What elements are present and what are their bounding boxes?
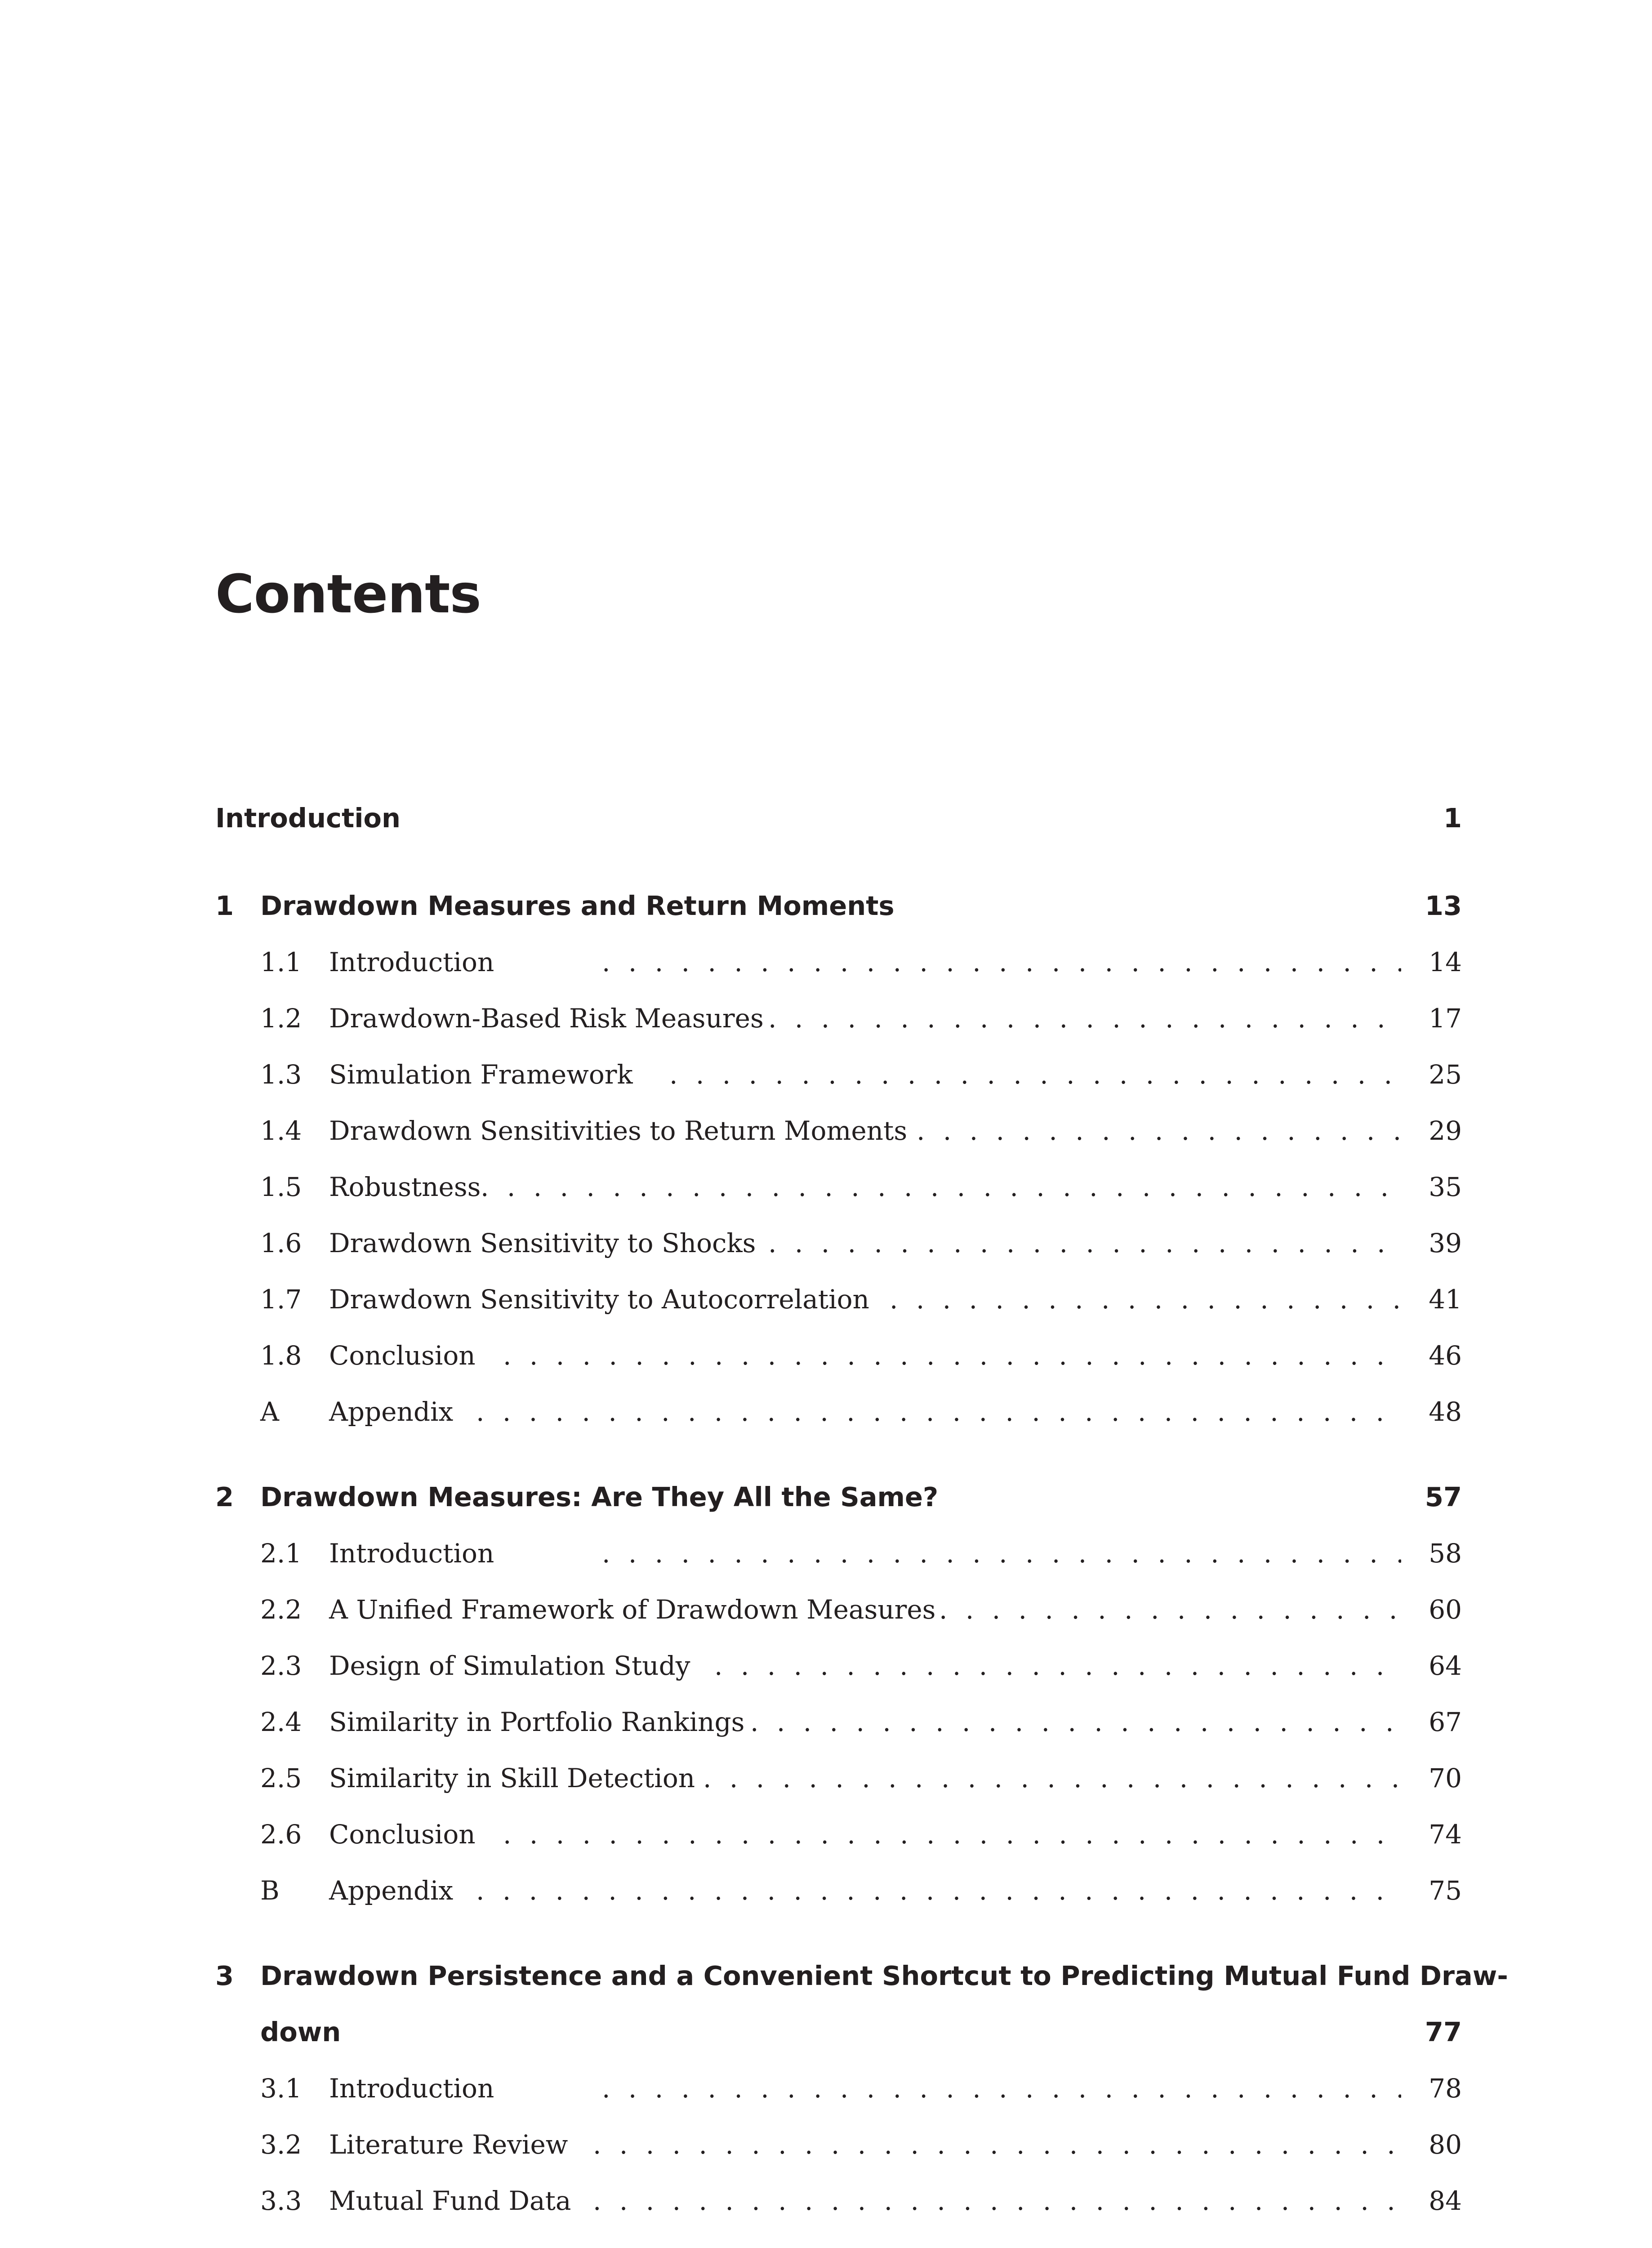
dot-leader	[669, 1057, 1401, 1093]
section-title: Drawdown-Based Risk Measures	[329, 1003, 764, 1034]
section-page: 39	[1429, 1228, 1462, 1258]
section-number: 2.3	[260, 1650, 302, 1681]
toc-chapter-1[interactable]	[215, 888, 1462, 924]
dot-leader	[602, 944, 1401, 980]
dot-leader	[602, 2070, 1401, 2106]
toc-section-2-appendix[interactable]	[215, 1873, 1462, 1909]
section-title: Introduction	[329, 2073, 494, 2104]
section-page: 58	[1429, 1538, 1462, 1569]
section-number: 2.2	[260, 1594, 302, 1625]
dot-leader	[768, 1000, 1401, 1036]
chapter-page: 13	[1425, 890, 1462, 921]
section-page: 64	[1429, 1650, 1462, 1681]
dot-leader	[476, 1394, 1401, 1430]
dot-leader	[890, 1281, 1401, 1317]
toc-entry-introduction[interactable]	[215, 800, 1462, 836]
toc-section-2-6[interactable]	[215, 1816, 1462, 1852]
section-title: Robustness	[329, 1172, 481, 1202]
section-title: Similarity in Portfolio Rankings	[329, 1707, 745, 1737]
chapter-number: 3	[215, 1960, 234, 1991]
section-title: Literature Review	[329, 2129, 568, 2160]
section-title: Introduction	[329, 947, 494, 977]
toc-entry-page: 1	[1443, 803, 1462, 834]
dot-leader	[481, 1169, 1401, 1205]
section-number: 1.5	[260, 1172, 302, 1202]
chapter-number: 2	[215, 1481, 234, 1512]
section-page: 48	[1429, 1396, 1462, 1427]
toc-section-2-3[interactable]	[215, 1648, 1462, 1684]
section-number: 2.6	[260, 1819, 302, 1850]
toc-section-3-1[interactable]	[215, 2070, 1462, 2106]
section-number: 2.1	[260, 1538, 302, 1569]
dot-leader	[503, 1338, 1401, 1374]
dot-leader	[714, 1648, 1401, 1684]
toc-section-2-2[interactable]	[215, 1592, 1462, 1628]
dot-leader	[703, 1760, 1401, 1796]
dot-leader	[750, 1704, 1401, 1740]
section-number: 1.1	[260, 947, 302, 977]
chapter-title-line2: down	[260, 2016, 341, 2047]
section-page: 78	[1429, 2073, 1462, 2104]
chapter-title-line1: Drawdown Persistence and a Convenient Shortcut to Predicting Mutual Fund Draw-	[260, 1960, 1508, 1991]
section-title: Drawdown Sensitivity to Shocks	[329, 1228, 756, 1258]
toc-section-2-1[interactable]	[215, 1535, 1462, 1571]
section-page: 75	[1429, 1875, 1462, 1906]
section-number: 2.5	[260, 1763, 302, 1793]
toc-section-1-5[interactable]	[215, 1169, 1462, 1205]
chapter-title: Drawdown Measures: Are They All the Same?	[260, 1481, 939, 1512]
section-title: Appendix	[329, 1875, 454, 1906]
dot-leader	[602, 1535, 1401, 1571]
dot-leader	[939, 1592, 1401, 1628]
section-title: Conclusion	[329, 1819, 476, 1850]
chapter-page: 57	[1425, 1481, 1462, 1512]
dot-leader	[503, 1816, 1401, 1852]
toc-chapter-3-continued[interactable]	[215, 2014, 1462, 2050]
section-title: Simulation Framework	[329, 1059, 633, 1090]
dot-leader	[593, 2183, 1401, 2219]
toc-section-1-1[interactable]	[215, 944, 1462, 980]
section-page: 80	[1429, 2129, 1462, 2160]
toc-section-1-4[interactable]	[215, 1113, 1462, 1149]
toc-section-3-3[interactable]	[215, 2183, 1462, 2219]
section-page: 29	[1429, 1115, 1462, 1146]
section-page: 41	[1429, 1284, 1462, 1315]
section-number: 1.7	[260, 1284, 302, 1315]
section-title: Mutual Fund Data	[329, 2186, 571, 2216]
section-page: 84	[1429, 2186, 1462, 2216]
dot-leader	[768, 1225, 1401, 1261]
toc-entry-title: Introduction	[215, 803, 401, 834]
section-page: 67	[1429, 1707, 1462, 1737]
chapter-title: Drawdown Measures and Return Moments	[260, 890, 895, 921]
toc-chapter-2[interactable]	[215, 1479, 1462, 1515]
toc-section-1-appendix[interactable]	[215, 1394, 1462, 1430]
toc-section-1-7[interactable]	[215, 1281, 1462, 1317]
section-number: 2.4	[260, 1707, 302, 1737]
section-page: 35	[1429, 1172, 1462, 1202]
section-title: Design of Simulation Study	[329, 1650, 690, 1681]
section-title: A Unified Framework of Drawdown Measures	[329, 1594, 936, 1625]
section-number: 3.3	[260, 2186, 302, 2216]
toc-section-1-6[interactable]	[215, 1225, 1462, 1261]
toc-section-2-4[interactable]	[215, 1704, 1462, 1740]
section-title: Conclusion	[329, 1340, 476, 1371]
dot-leader	[476, 1873, 1401, 1909]
section-title: Drawdown Sensitivity to Autocorrelation	[329, 1284, 869, 1315]
section-number: 1.2	[260, 1003, 302, 1034]
chapter-page: 77	[1425, 2016, 1462, 2047]
section-number: 3.2	[260, 2129, 302, 2160]
section-number: 3.1	[260, 2073, 302, 2104]
section-page: 70	[1429, 1763, 1462, 1793]
section-page: 25	[1429, 1059, 1462, 1090]
section-page: 74	[1429, 1819, 1462, 1850]
toc-section-2-5[interactable]	[215, 1760, 1462, 1796]
section-title: Introduction	[329, 1538, 494, 1569]
dot-leader	[593, 2127, 1401, 2163]
section-title: Appendix	[329, 1396, 454, 1427]
section-page: 46	[1429, 1340, 1462, 1371]
section-title: Drawdown Sensitivities to Return Moments	[329, 1115, 908, 1146]
toc-section-3-2[interactable]	[215, 2127, 1462, 2163]
toc-section-1-8[interactable]	[215, 1338, 1462, 1374]
section-number: 1.4	[260, 1115, 302, 1146]
chapter-number: 1	[215, 890, 234, 921]
dot-leader	[917, 1113, 1401, 1149]
page-title: Contents	[215, 563, 481, 625]
toc-section-1-2[interactable]	[215, 1000, 1462, 1036]
section-page: 60	[1429, 1594, 1462, 1625]
section-number: 1.8	[260, 1340, 302, 1371]
section-page: 17	[1429, 1003, 1462, 1034]
section-title: Similarity in Skill Detection	[329, 1763, 695, 1793]
section-number: 1.6	[260, 1228, 302, 1258]
section-number: B	[260, 1875, 280, 1906]
section-number: A	[260, 1396, 279, 1427]
section-page: 14	[1429, 947, 1462, 977]
section-number: 1.3	[260, 1059, 302, 1090]
toc-section-1-3[interactable]	[215, 1057, 1462, 1093]
toc-chapter-3[interactable]	[215, 1958, 1508, 1994]
